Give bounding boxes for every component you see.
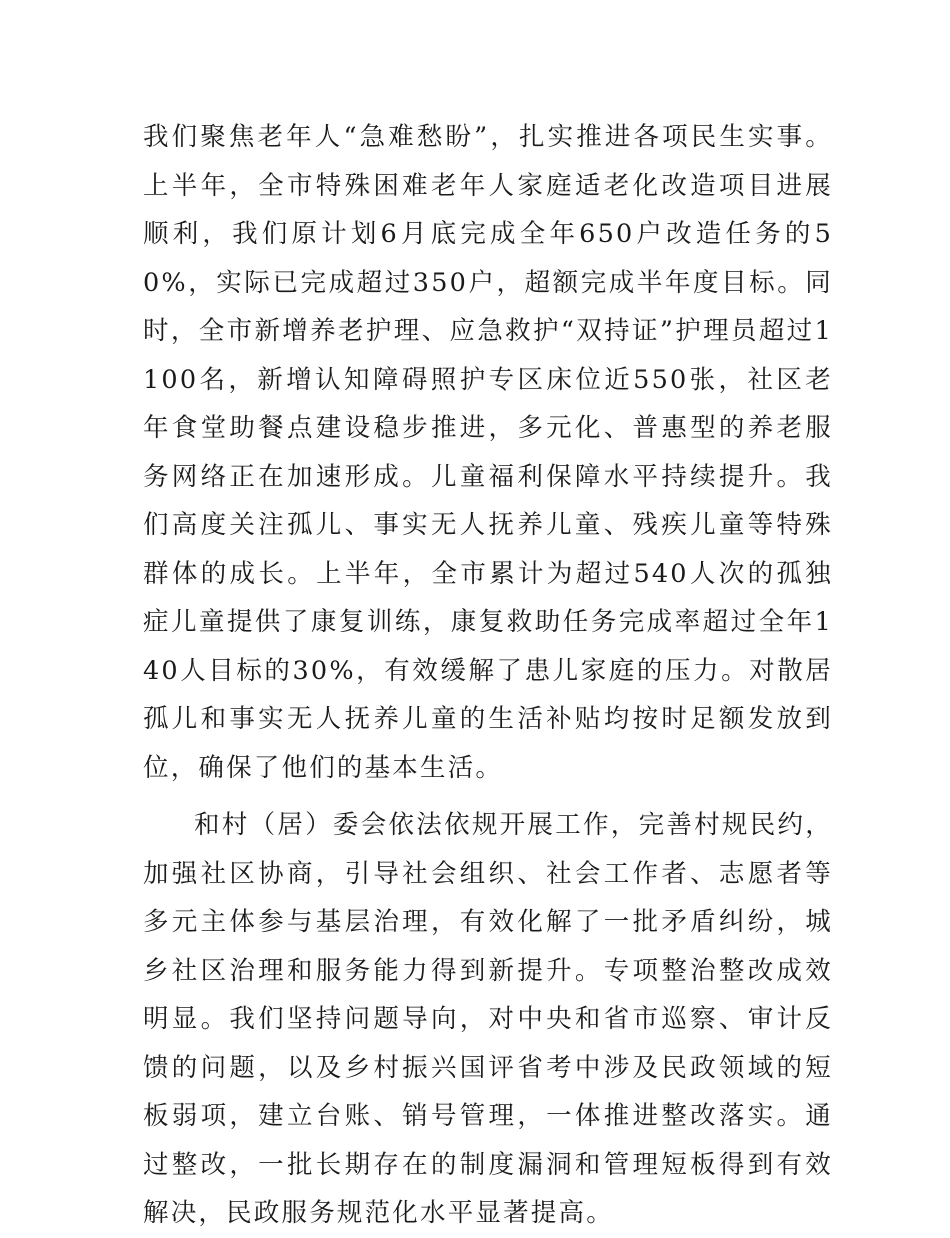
paragraph-community-governance-rectification: 和村（居）委会依法依规开展工作，完善村规民约，加强社区协商，引导社会组织、社会工作者、志愿者等多元主体参与基层治理，有效化解了一批矛盾纠纷，城乡社区治理和服务能力得到新提升。专项整治整改成效明显。我们坚持问题导向，对中央和省市巡察、审计反馈的问题，以及乡村振兴国评省考中涉及民政领域的短板弱项，建立台账、销号管理，一体推进整改落实。通过整改，一批长期存在的制度漏洞和管理短板得到有效解决，民政服务规范化水平显著提高。 bbox=[143, 810, 833, 1228]
paragraph-elderly-and-child-welfare: 我们聚焦老年人“急难愁盼”，扎实推进各项民生实事。上半年，全市特殊困难老年人家庭适老化改造项目进展顺利，我们原计划6月底完成全年650户改造任务的50%，实际已完成超过350户，超额完成半年度目标。同时，全市新增养老护理、应急救护“双持证”护理员超过1100名，新增认知障碍照护专区床位近550张，社区老年食堂助餐点建设稳步推进，多元化、普惠型的养老服务网络正在加速形成。儿童福利保障水平持续提升。我们高度关注孤儿、事实无人抚养儿童、残疾儿童等特殊群体的成长。上半年，全市累计为超过540人次的孤独症儿童提供了康复训练，康复救助任务完成率超过全年140人目标的30%，有效缓解了患儿家庭的压力。对散居孤儿和事实无人抚养儿童的生活补贴均按时足额发放到位，确保了他们的基本生活。 bbox=[143, 122, 833, 783]
document-body bbox=[143, 113, 833, 1238]
